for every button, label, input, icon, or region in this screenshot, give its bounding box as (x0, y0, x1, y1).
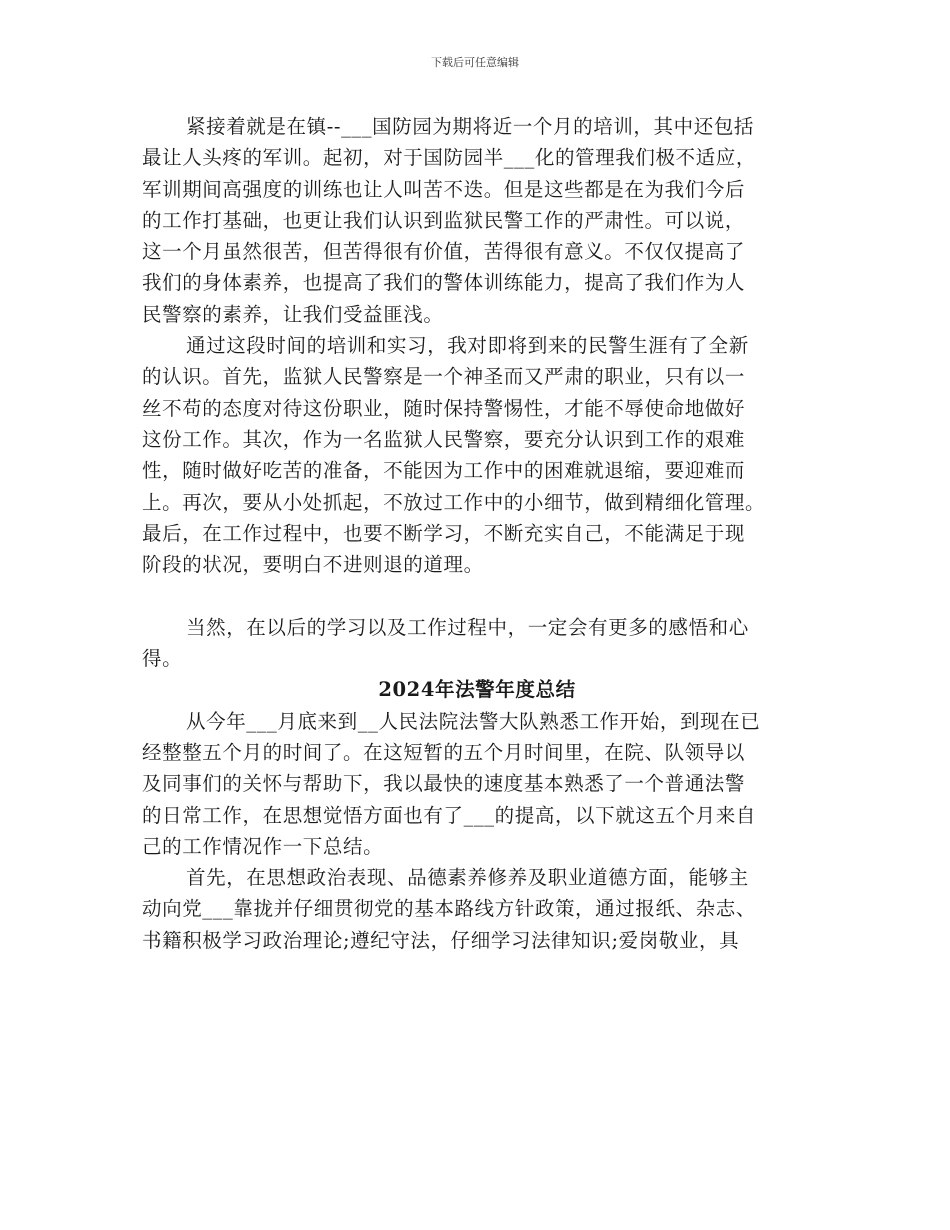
document-body (142, 111, 832, 956)
paragraph (142, 111, 832, 330)
text-line: 军训期间高强度的训练也让人叫苦不迭。但是这些都是在为我们今后 (142, 177, 746, 201)
text-line: 当然，在以后的学习以及工作过程中，一定会有更多的感悟和心 (186, 615, 749, 639)
text-line: 丝不苟的态度对待这份职业，随时保持警惕性，才能不辱使命地做好 (142, 396, 746, 420)
text-line: 上。再次，要从小处抓起，不放过工作中的小细节，做到精细化管理。 (142, 490, 766, 514)
text-line: 通过这段时间的培训和实习，我对即将到来的民警生涯有了全新 (186, 334, 749, 358)
text-line: 我们的身体素养，也提高了我们的警体训练能力，提高了我们作为人 (142, 271, 746, 295)
text-line: 书籍积极学习政治理论;遵纪守法，仔细学习法律知识;爱岗敬业，具 (142, 928, 740, 952)
text-line: 及同事们的关怀与帮助下，我以最快的速度基本熟悉了一个普通法警 (142, 772, 746, 796)
text-line: 紧接着就是在镇--___国防园为期将近一个月的培训，其中还包括 (186, 115, 755, 138)
paragraph (142, 862, 832, 956)
text-line: 经整整五个月的时间了。在这短暂的五个月时间里，在院、队领导以 (142, 740, 746, 764)
text-line: 的日常工作，在思想觉悟方面也有了___的提高，以下就这五个月来自 (142, 803, 756, 827)
text-line: 这份工作。其次，作为一名监狱人民警察，要充分认识到工作的艰难 (142, 427, 746, 451)
text-line: 的工作打基础，也更让我们认识到监狱民警工作的严肃性。可以说， (142, 208, 746, 232)
paragraph (142, 612, 832, 675)
text-line: 民警察的素养，让我们受益匪浅。 (142, 302, 444, 326)
page-header: 下载后可任意编辑 (431, 56, 519, 69)
paragraph (142, 706, 832, 862)
paragraph (142, 330, 832, 612)
text-line (142, 580, 832, 611)
text-line: 最后，在工作过程中，也要不断学习，不断充实自己，不能满足于现 (142, 521, 746, 545)
text-line: 最让人头疼的军训。起初，对于国防园半___化的管理我们极不适应， (142, 146, 756, 170)
text-line: 的认识。首先，监狱人民警察是一个神圣而又严肃的职业，只有以一 (142, 365, 746, 389)
text-line: 这一个月虽然很苦，但苦得很有价值，苦得很有意义。不仅仅提高了 (142, 240, 746, 264)
section-title: 2024年法警年度总结 (378, 678, 576, 702)
text-line: 动向党___靠拢并仔细贯彻党的基本路线方针政策，通过报纸、杂志、 (142, 897, 756, 921)
text-line: 从今年___月底来到__人民法院法警大队熟悉工作开始，到现在已 (186, 709, 761, 733)
text-line: 阶段的状况，要明白不进则退的道理。 (142, 553, 484, 577)
text-line: 己的工作情况作一下总结。 (142, 834, 384, 858)
text-line: 得。 (142, 647, 183, 671)
text-line: 首先，在思想政治表现、品德素养修养及职业道德方面，能够主 (186, 866, 749, 890)
text-line: 性，随时做好吃苦的准备，不能因为工作中的困难就退缩，要迎难而 (142, 459, 746, 483)
